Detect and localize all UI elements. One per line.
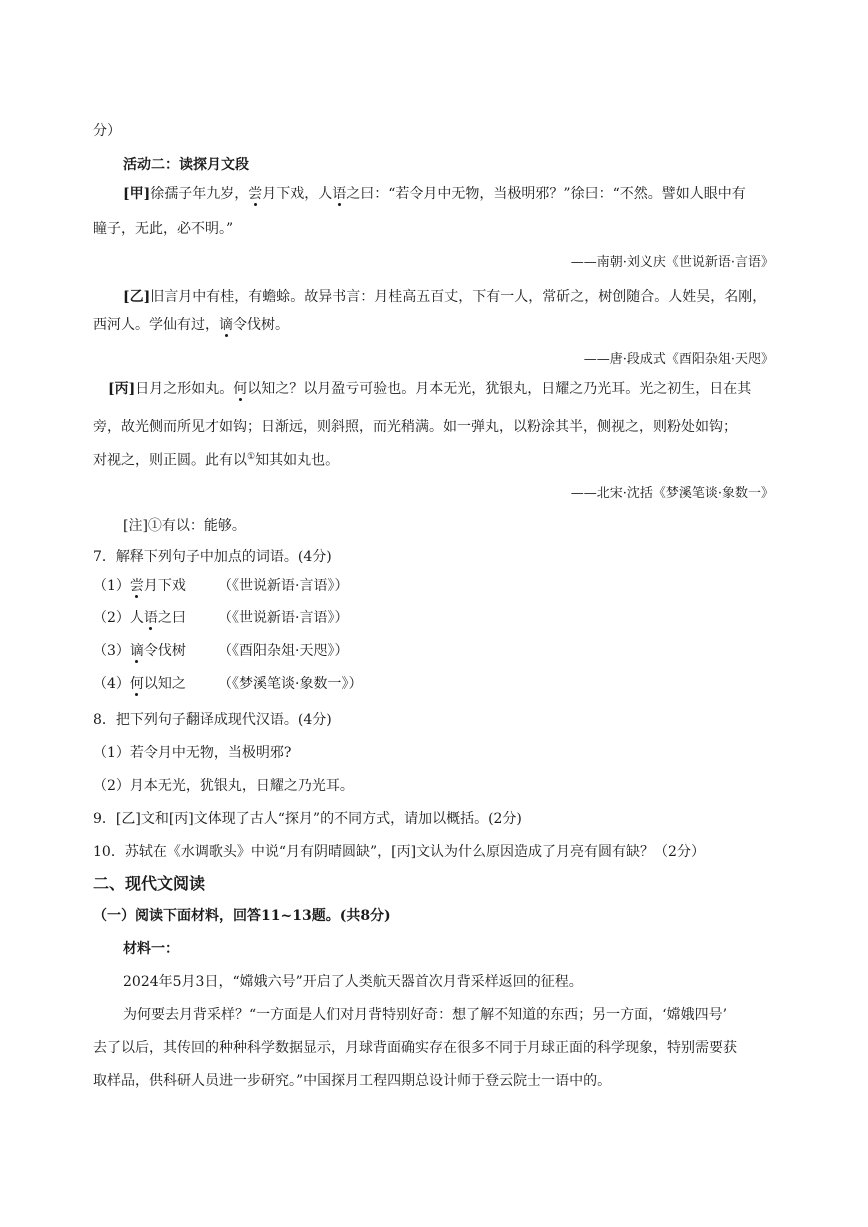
- section-2-subtitle: （一）阅读下面材料，回答11~13题。(共8分): [93, 908, 391, 924]
- question-7-item-source: （《世说新语·言语》）: [218, 578, 349, 594]
- passage-yi-line-1: [乙]旧言月中有桂，有蟾蜍。故异书言：月桂高五百丈，下有一人，常斫之，树创随合。人姓吴，名刚，: [123, 289, 767, 305]
- dotted-word: 语: [332, 186, 347, 202]
- dotted-word: 何: [129, 676, 144, 692]
- question-7-item-source: （《世说新语·言语》）: [218, 610, 349, 626]
- passage-bing-line-1: [丙]日月之形如丸。何以知之？以月盈亏可验也。月本无光，犹银丸，日耀之乃光耳。光之初生，日在其: [108, 381, 752, 397]
- note-marker: ①: [247, 452, 256, 462]
- passage-bing-source: ——北宋·沈括《梦溪笔谈·象数一》: [570, 486, 774, 501]
- dotted-word: 谪: [219, 317, 233, 333]
- material-1-paragraph-2-line-2: 去了以后，其传回的种种科学数据显示，月球背面确实存在很多不同于月球正面的科学现象，特别需要获: [93, 1040, 737, 1056]
- passage-yi-label: [乙]: [123, 289, 151, 305]
- top-fragment: 分）: [93, 123, 121, 139]
- annotation-note: [注]①有以：能够。: [123, 518, 246, 534]
- material-1-paragraph-1: 2024年5月3日，“嫦娥六号”开启了人类航天器首次月背采样返回的征程。: [123, 974, 583, 990]
- question-7-item: （4）何以知之: [93, 676, 186, 692]
- material-1-label: 材料一：: [123, 941, 179, 957]
- dotted-word: 何: [233, 381, 248, 397]
- passage-jia-source: ——南朝·刘义庆《世说新语·言语》: [570, 255, 774, 270]
- question-7-item: （3）谪令伐树: [93, 643, 186, 659]
- dotted-word: 语: [143, 610, 158, 626]
- passage-jia-line-1: [甲]徐孺子年九岁，尝月下戏，人语之曰：“若令月中无物，当极明邪？”徐曰：“不然。譬如人眼中有: [123, 186, 746, 202]
- material-1-paragraph-2-line-3: 取样品，供科研人员进一步研究。”中国探月工程四期总设计师于登云院士一语中的。: [93, 1073, 612, 1089]
- dotted-word: 谪: [129, 643, 144, 659]
- passage-bing-line-3: 对视之，则正圆。此有以①知其如丸也。: [93, 452, 340, 469]
- question-8-item: （1）若令月中无物，当极明邪?: [93, 745, 292, 761]
- passage-yi-source: ——唐·段成式《酉阳杂俎·天咫》: [583, 352, 774, 367]
- passage-bing-label: [丙]: [108, 381, 136, 397]
- passage-yi-line-2: 西河人。学仙有过，谪令伐树。: [93, 317, 289, 333]
- passage-jia-label: [甲]: [123, 186, 151, 202]
- question-7-item-source: （《酉阳杂俎·天咫》）: [218, 643, 349, 659]
- question-9: 9．[乙]文和[丙]文体现了古人“探月”的不同方式，请加以概括。(2分): [93, 811, 522, 827]
- section-2-title: 二、现代文阅读: [93, 874, 206, 893]
- passage-jia-line-2: 瞳子，无此，必不明。”: [93, 221, 234, 237]
- question-10: 10．苏轼在《水调歌头》中说“月有阴晴圆缺”，[丙]文认为什么原因造成了月亮有圆有缺？（2分）: [93, 844, 705, 860]
- activity-title: 活动二：读探月文段: [123, 157, 249, 173]
- question-7-item: （1）尝月下戏: [93, 578, 186, 594]
- question-8-stem: 8．把下列句子翻译成现代汉语。(4分): [93, 712, 332, 728]
- material-1-paragraph-2-line-1: 为何要去月背采样？“一方面是人们对月背特别好奇：想了解不知道的东西；另一方面，‘嫦娥四号’: [123, 1007, 728, 1023]
- question-7-item: （2）人语之曰: [93, 610, 186, 626]
- question-8-item: （2）月本无光，犹银丸，日耀之乃光耳。: [93, 778, 354, 794]
- question-7-item-source: （《梦溪笔谈·象数一》）: [218, 676, 363, 692]
- dotted-word: 尝: [248, 186, 263, 202]
- passage-bing-line-2: 旁，故光侧而所见才如钩；日渐远，则斜照，而光稍满。如一弹丸，以粉涂其半，侧视之，则粉处如钩；: [93, 419, 737, 435]
- dotted-word: 尝: [129, 578, 144, 594]
- question-7-stem: 7．解释下列句子中加点的词语。(4分): [93, 549, 332, 565]
